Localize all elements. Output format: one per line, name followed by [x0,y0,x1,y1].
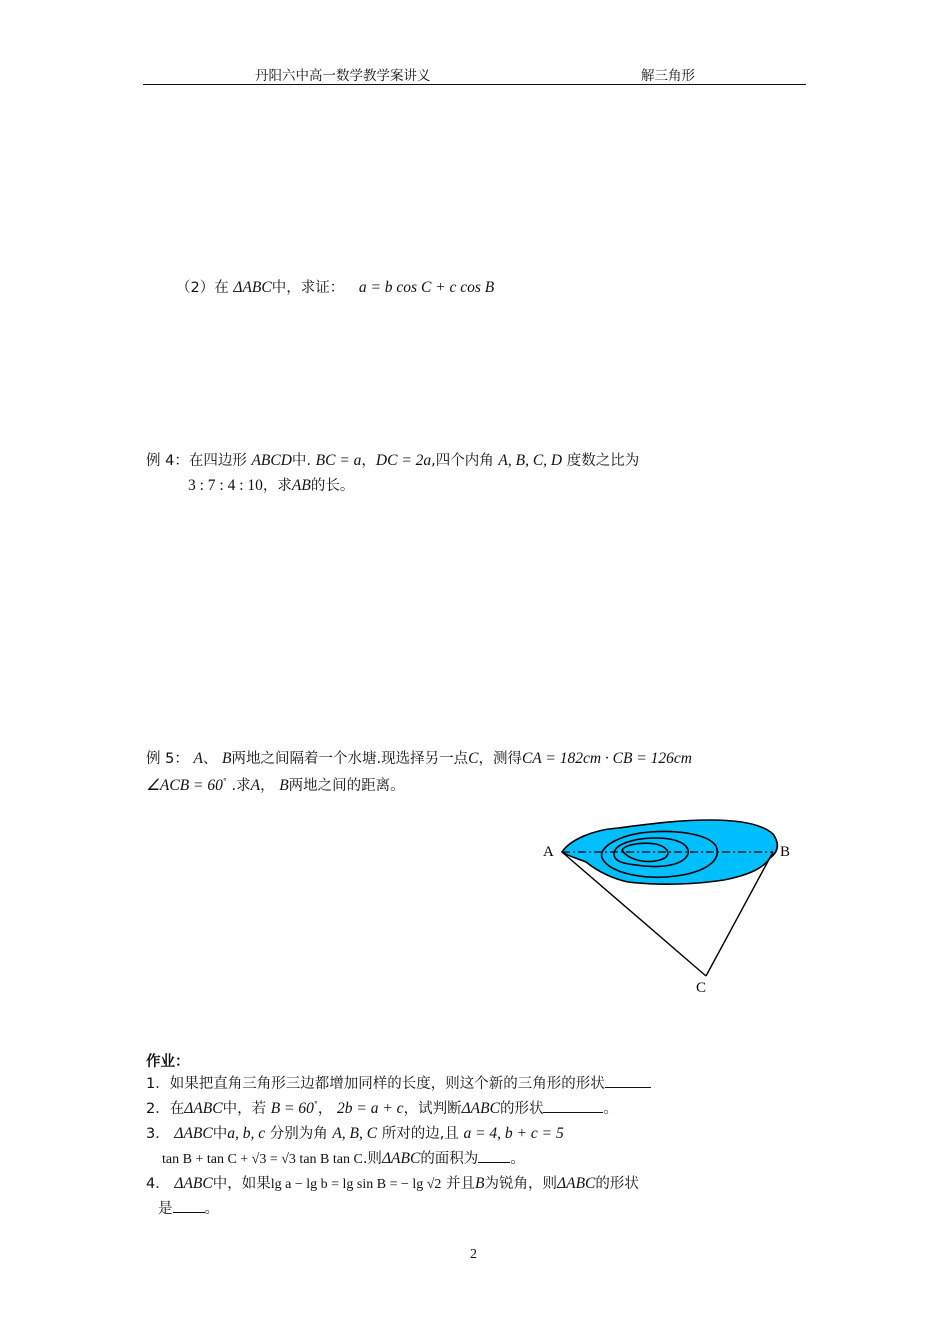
ex5-sep: 、 [202,751,218,767]
homework-item-3-line-2 [162,1147,525,1168]
hw4-blank[interactable] [173,1198,205,1213]
hw3-triangle-2: ΔABC [381,1150,421,1167]
ex4-quad: ABCD [251,452,292,469]
homework-item-4-line-2 [158,1197,219,1218]
homework-item-4-line-1 [146,1172,639,1193]
hw2-text-5: 的形状 [499,1101,544,1117]
ex5-text-5: 两地之间的距离。 [288,778,405,794]
hw3-angles: A, B, C [332,1125,378,1142]
ex5-measurements: CA = 182cm · CB = 126cm [521,750,692,767]
ex4-bc: BC = a [315,452,362,469]
q2-label: （2）在 [176,280,229,296]
label-b: B [780,844,791,860]
hw4-text-1: 中，如果 [212,1176,271,1192]
hw3-text-5: 的面积为 [420,1151,479,1167]
hw3-text-3: 所对的边,且 [381,1126,459,1142]
ex4-text-2: ,四个内角 [431,453,494,469]
ex5-a2: A [250,777,261,794]
ex4-text-1: 中. [291,453,312,469]
hw2-text-1: 2．在 [146,1101,185,1117]
ex5-c: C [468,750,479,767]
hw2-text-4: ，试判断 [403,1101,462,1117]
ex4-dc: DC = 2a [375,452,432,469]
homework-item-3-line-1 [146,1122,564,1143]
q2-prompt: 中，求证： [271,280,345,296]
header-title-right: 解三角形 [641,68,695,84]
ex4-angles: A, B, C, D [498,452,563,469]
header-rule [143,84,806,85]
ex5-text-2: ，测得 [478,751,522,767]
hw2-blank[interactable] [543,1098,603,1113]
question-2 [176,276,494,297]
ex5-angle: ∠ACB = 60 [146,777,223,794]
label-c: C [696,980,707,996]
ex5-text-4: ， [260,778,275,794]
ex4-text-3: 度数之比为 [566,453,640,469]
hw3-end: 。 [510,1151,525,1167]
q2-formula: a = b cos C + c cos B [358,279,495,296]
hw3-triangle: ΔABC [174,1125,213,1142]
hw4-text-5: 是 [158,1201,173,1217]
hw3-num: 3． [146,1126,170,1142]
ex5-text-3: .求 [231,778,251,794]
ex5-b2: B [279,777,289,794]
hw4-equation: lg a − lg b = lg sin B = − lg √2 [270,1177,442,1192]
hw2-degree: ° [313,1100,318,1110]
hw4-num: 4． [146,1176,170,1192]
hw2-triangle-2: ΔABC [461,1100,500,1117]
ex4-text-5: 的长。 [310,478,355,494]
homework-title: 作业： [146,1054,190,1070]
hw4-b: B [475,1175,485,1192]
ex5-label: 例 5： [146,751,189,767]
ex5-text-1: 两地之间隔着一个水塘.现选择另一点 [231,751,469,767]
hw2-angle-b: B = 60 [270,1100,314,1117]
label-a: A [543,844,554,860]
ex4-label: 例 4：在四边形 [146,453,247,469]
hw3-text-4: .则 [362,1151,382,1167]
hw3-blank[interactable] [478,1148,510,1163]
hw2-text-2: 中，若 [222,1101,267,1117]
example-5-line-1 [146,747,692,768]
hw3-text-2: 分别为角 [269,1126,328,1142]
hw4-triangle-2: ΔABC [557,1175,596,1192]
hw2-equation: 2b = a + c [337,1100,404,1117]
q2-triangle: ΔABC [233,279,272,296]
hw2-text-3: ， [317,1101,333,1117]
page-number: 2 [470,1247,477,1262]
hw1-blank[interactable] [605,1073,651,1088]
hw4-text-2: 并且 [446,1176,476,1192]
homework-item-2 [146,1097,618,1118]
hw3-condition: a = 4, b + c = 5 [463,1125,564,1142]
hw4-end: 。 [204,1201,219,1217]
example-4-line-2 [188,474,354,495]
hw3-equation: tan B + tan C + √3 = √3 tan B tan C [162,1152,363,1167]
ex4-ratio: 3 : 7 : 4 : 10 [188,477,263,494]
ex4-ab: AB [291,477,311,494]
hw3-sides: a, b, c [227,1125,266,1142]
pond-figure [530,810,810,1000]
header-title-left: 丹阳六中高一数学教学案讲义 [255,68,431,84]
hw3-text-1: 中 [212,1126,228,1142]
ex5-a: A [193,750,203,767]
hw4-text-3: 为锐角，则 [484,1176,558,1192]
hw4-text-4: 的形状 [595,1176,639,1192]
hw2-end: 。 [603,1101,618,1117]
example-5-line-2 [146,774,405,795]
hw2-triangle: ΔABC [184,1100,223,1117]
ex5-degree: ° [222,777,227,787]
hw4-triangle: ΔABC [174,1175,213,1192]
hw1-text: 1．如果把直角三角形三边都增加同样的长度，则这个新的三角形的形状 [146,1076,605,1092]
ex5-b: B [222,750,232,767]
example-4-line-1 [146,449,639,470]
homework-item-1 [146,1072,651,1093]
ex4-comma: ， [361,453,376,469]
ex4-text-4: ，求 [262,478,292,494]
